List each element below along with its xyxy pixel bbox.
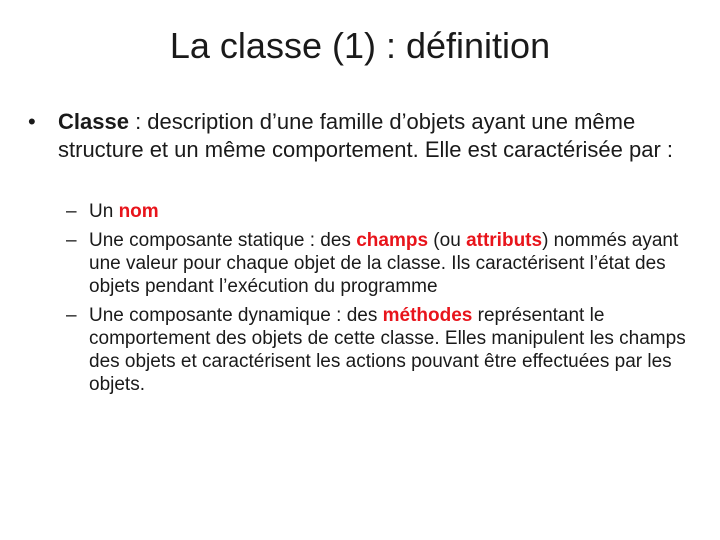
sub-item-text: ) nommés ayant une valeur pour chaque objet de la classe. Ils caractérisent l’état des objets pendant l’exécution du programme	[89, 230, 679, 297]
dash-icon: –	[66, 201, 77, 222]
keyword-methodes: méthodes	[382, 305, 473, 326]
main-bullet	[28, 108, 700, 164]
main-bullet-text	[58, 108, 700, 164]
sub-item-dynamic	[66, 304, 706, 396]
sub-bullet-list	[66, 200, 706, 396]
sub-item-text: Une composante dynamique : des	[89, 305, 383, 326]
keyword-nom: nom	[118, 201, 159, 222]
sub-item-text: représentant le comportement des objets de cette classe. Elles manipulent les champs des objets et caractérisent les actions pouvant être effectuées par les objets.	[89, 305, 686, 395]
term-classe: Classe	[58, 109, 129, 134]
dash-icon: –	[66, 305, 77, 326]
keyword-champs: champs	[356, 230, 429, 251]
keyword-attributs: attributs	[466, 230, 543, 251]
sub-item-text: Un	[89, 201, 119, 222]
dash-icon: –	[66, 230, 77, 251]
bullet-icon: •	[28, 109, 36, 134]
sub-item-text: Une composante statique : des	[89, 230, 357, 251]
definition-text: : description d’une famille d’objets ayant une même structure et un même comportement. Elle est caractérisée par :	[58, 109, 674, 162]
sub-item-static	[66, 229, 706, 298]
sub-item-nom	[66, 200, 706, 223]
sub-item-text: (ou	[428, 230, 467, 251]
slide-title: La classe (1) : définition	[169, 25, 551, 66]
